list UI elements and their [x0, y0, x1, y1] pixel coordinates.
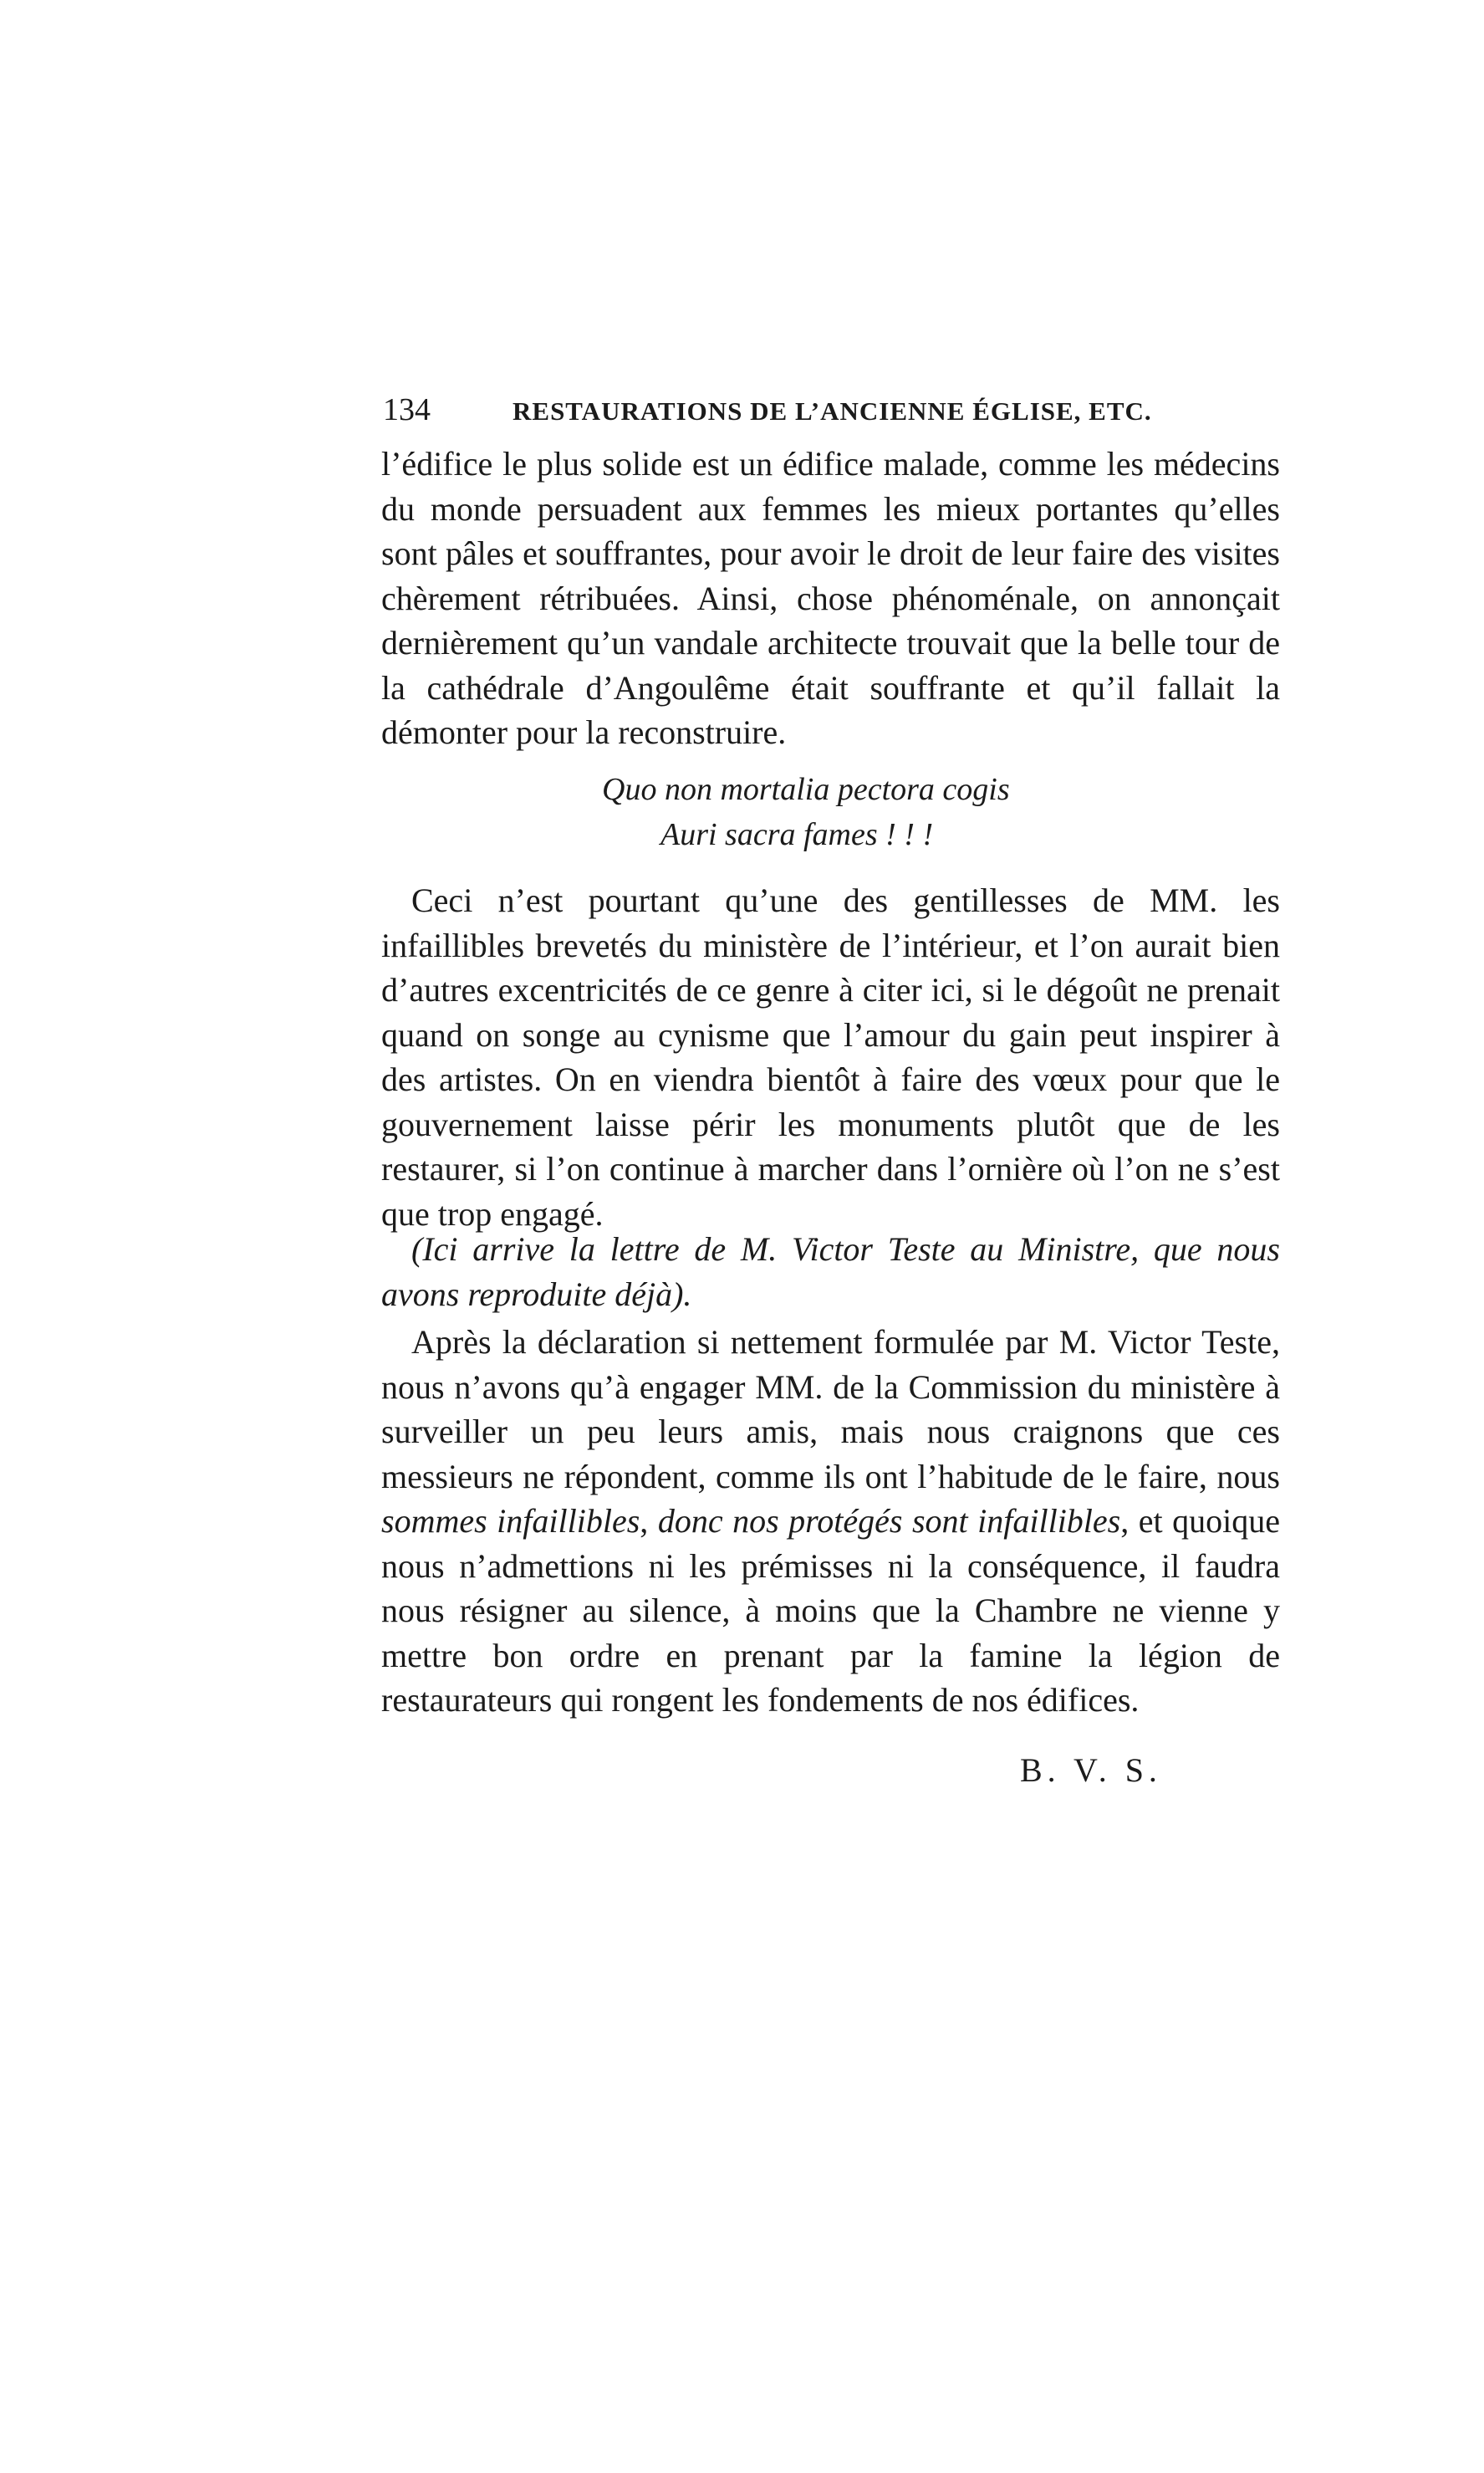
running-title: RESTAURATIONS DE L’ANCIENNE ÉGLISE, ETC.: [513, 396, 1152, 426]
paragraph-4: [381, 1320, 1280, 1723]
paragraph-4-part-2: ,: [640, 1502, 658, 1540]
paragraph-3: [381, 1227, 1280, 1316]
paragraph-4-text: [381, 1320, 1280, 1723]
paragraph-3-text: (Ici arrive la lettre de M. Victor Teste au Ministre, que nous avons reproduite déjà).: [381, 1230, 1280, 1313]
paragraph-4-part-1: Après la déclaration si nettement formulée par M. Victor Teste, nous n’avons qu’à engager MM. de la Commission du ministère à surveiller un peu leurs amis, mais nous craignons que ces messieurs ne répondent, comme ils ont l’habitude de le faire, nous: [381, 1323, 1280, 1495]
page-number: 134: [383, 392, 431, 427]
paragraph-1-text: l’édifice le plus solide est un édifice malade, comme les médecins du monde persuadent aux femmes les mieux portantes qu’elles sont pâles et souffrantes, pour avoir le droit de leur faire des visites chèrement rétribuées. Ainsi, chose phénoménale, on annonçait dernièrement qu’un vandale architecte trouvait que la belle tour de la cathédrale d’Angoulême était souffrante et qu’il fallait la démonter pour la reconstruire.: [381, 445, 1280, 751]
paragraph-2: [381, 878, 1280, 1236]
paragraph-4-part-3: , et quoique nous n’admettions ni les prémisses ni la conséquence, il faudra nous résigner au silence, à moins que la Chambre ne vienne y mettre bon ordre en prenant par la famine la légion de restaurateurs qui rongent les fondements de nos édifices.: [381, 1502, 1281, 1719]
quote-line-1: Quo non mortalia pectora cogis: [602, 772, 1010, 807]
paragraph-4-italic-1: sommes infaillibles: [381, 1502, 640, 1540]
page-header: [383, 386, 1234, 433]
quote-line-2: Auri sacra fames ! ! !: [660, 817, 934, 852]
paragraph-1: [381, 442, 1280, 755]
paragraph-4-italic-2: donc nos protégés sont infaillibles: [657, 1502, 1121, 1540]
signature: B. V. S.: [1020, 1751, 1162, 1789]
paragraph-2-text: Ceci n’est pourtant qu’une des gentillesses de MM. les infaillibles brevetés du ministère de l’intérieur, et l’on aurait bien d’autres excentricités de ce genre à citer ici, si le dégoût ne prenait quand on songe au cynisme que l’amour du gain peut inspirer à des artistes. On en viendra bientôt à faire des vœux pour que le gouvernement laisse périr les monuments plutôt que de les restaurer, si l’on continue à marcher dans l’ornière où l’on ne s’est que trop engagé.: [381, 881, 1280, 1233]
